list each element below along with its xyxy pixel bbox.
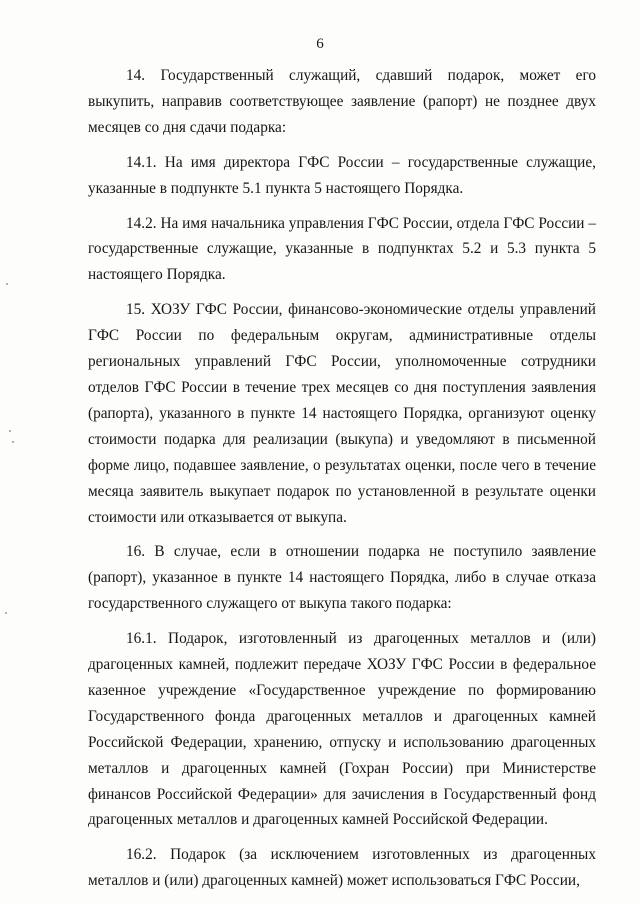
paragraph-14-1: 14.1. На имя директора ГФС России – государственные служащие, указанные в подпункте 5.1 пункта 5 настоящего Порядка.	[88, 153, 596, 197]
paragraph-16-2: 16.2. Подарок (за исключением изготовленных из драгоценных металлов и (или) драгоценных камней) может использоваться ГФС России,	[88, 846, 596, 890]
paragraph-16: 16. В случае, если в отношении подарка не поступило заявление (рапорт), указанное в пункте 14 настоящего Порядка, либо в случае отказа государственного служащего от выкупа такого подарка:	[88, 543, 596, 613]
scan-speck	[9, 430, 11, 432]
scan-speck	[12, 441, 14, 443]
document-body	[88, 63, 596, 903]
paragraph-16-1: 16.1. Подарок, изготовленный из драгоценных металлов и (или) драгоценных камней, подлежит передаче ХОЗУ ГФС России в федеральное казенное учреждение «Государственное учреждение по формированию Государственного фонда драгоценных металлов и драгоценных камней Российской Федерации, хранению, отпуску и использованию драгоценных металлов и драгоценных камней (Гохран России) при Министерстве финансов Российской Федерации» для зачисления в Государственный фонд драгоценных металлов и драгоценных камней Российской Федерации.	[88, 630, 596, 829]
page-number: 6	[316, 36, 324, 52]
scan-speck	[6, 283, 8, 285]
paragraph-15: 15. ХОЗУ ГФС России, финансово-экономические отделы управлений ГФС России по федеральным округам, административные отделы региональных управлений ГФС России, уполномоченные сотрудники отделов ГФС России в течение трех месяцев со дня поступления заявления (рапорта), указанного в пункте 14 настоящего Порядка, организуют оценку стоимости подарка для реализации (выкупа) и уведомляют в письменной форме лицо, подавшее заявление, о результатах оценки, после чего в течение месяца заявитель выкупает подарок по установленной в результате оценки стоимости или отказывается от выкупа.	[88, 301, 596, 526]
paragraph-14-2: 14.2. На имя начальника управления ГФС России, отдела ГФС России – государственные служащие, указанные в подпунктах 5.2 и 5.3 пункта 5 настоящего Порядка.	[88, 214, 596, 284]
paragraph-14: 14. Государственный служащий, сдавший подарок, может его выкупить, направив соответствующее заявление (рапорт) не позднее двух месяцев со дня сдачи подарка:	[88, 67, 596, 136]
scan-speck	[5, 612, 7, 614]
